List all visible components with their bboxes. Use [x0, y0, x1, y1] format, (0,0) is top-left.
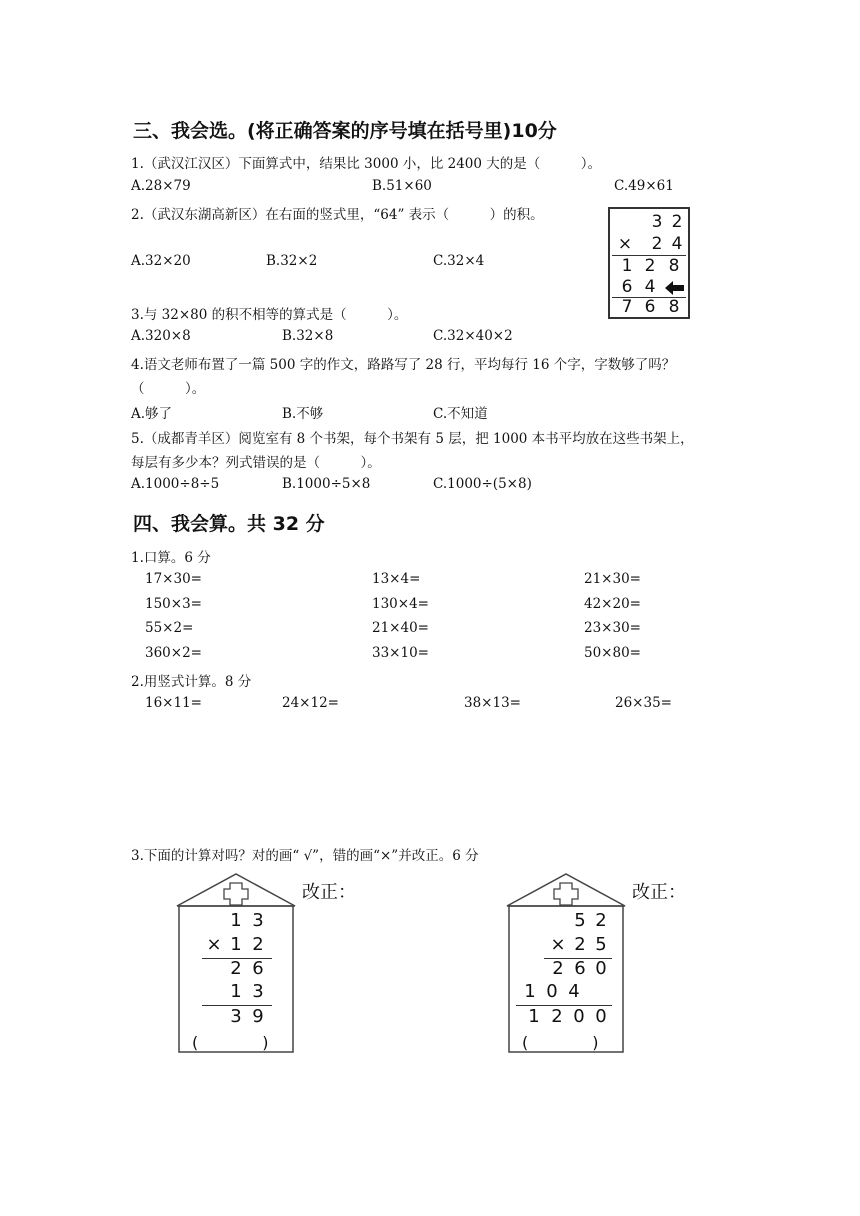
digit: 4 — [644, 277, 656, 297]
digit: 6 — [574, 958, 586, 979]
question-5-line1: 5.（成都青羊区）阅览室有 8 个书架，每个书架有 5 层，把 1000 本书平均放在这些书架上， — [131, 431, 694, 447]
arrow-left-icon — [665, 281, 685, 295]
digit: 0 — [546, 981, 558, 1002]
mental-calc-item: 21×40= — [372, 620, 429, 636]
part-1-title: 1.口算。6 分 — [131, 550, 211, 566]
digit: 2 — [552, 958, 564, 979]
answer-paren: ( ) — [192, 1033, 269, 1052]
q2-option-b: B.32×2 — [266, 253, 318, 269]
vertical-calc-item: 38×13= — [464, 695, 521, 711]
q1-option-c: C.49×61 — [614, 178, 674, 194]
digit: 3 — [230, 1006, 242, 1027]
cross-icon — [554, 883, 578, 905]
digit: 8 — [668, 297, 680, 317]
digit: 6 — [252, 958, 264, 979]
q5-option-b: B.1000÷5×8 — [282, 476, 371, 492]
q5-option-c: C.1000÷(5×8) — [433, 476, 532, 492]
mental-calc-item: 130×4= — [372, 596, 429, 612]
mental-calc-item: 21×30= — [584, 571, 641, 587]
vertical-calc-item: 16×11= — [145, 695, 202, 711]
mental-calc-item: 42×20= — [584, 596, 641, 612]
digit: 2 — [230, 958, 242, 979]
q3-option-c: C.32×40×2 — [433, 328, 513, 344]
mental-calc-item: 150×3= — [145, 596, 202, 612]
digit: 2 — [574, 934, 586, 955]
q3-option-b: B.32×8 — [282, 328, 334, 344]
section-title-3: 三、我会选。(将正确答案的序号填在括号里)10分 — [133, 120, 557, 142]
q5-option-a: A.1000÷8÷5 — [131, 476, 220, 492]
digit: 6 — [644, 297, 656, 317]
digit: 5 — [595, 934, 607, 955]
digit: 1 — [230, 934, 242, 955]
digit: 0 — [595, 958, 607, 979]
mental-calc-item: 50×80= — [584, 645, 641, 661]
correction-label-1: 改正： — [302, 882, 356, 903]
mental-calc-item: 13×4= — [372, 571, 421, 587]
digit: 1 — [230, 981, 242, 1002]
mental-calc-item: 33×10= — [372, 645, 429, 661]
digit: 3 — [252, 910, 264, 931]
question-5-line2: 每层有多少本？列式错误的是（ ）。 — [131, 455, 381, 471]
digit: 2 — [595, 910, 607, 931]
multiply-sign: × — [617, 234, 633, 254]
digit: 0 — [595, 1006, 607, 1027]
section-title-4: 四、我会算。共 32 分 — [133, 513, 325, 535]
q4-option-a: A.够了 — [131, 406, 173, 422]
mental-calc-item: 55×2= — [145, 620, 194, 636]
house-calc-2 — [506, 872, 626, 1054]
q4-answer-paren: （ ）。 — [131, 381, 206, 397]
vertical-multiplication-figure — [608, 207, 690, 319]
question-2: 2.（武汉东湖高新区）在右面的竖式里，“64” 表示（ ）的积。 — [131, 207, 544, 223]
part-3-title: 3.下面的计算对吗？对的画“ √”，错的画“×”并改正。6 分 — [131, 848, 479, 864]
digit: 9 — [252, 1006, 264, 1027]
q4-option-c: C.不知道 — [433, 406, 488, 422]
house-calc-1 — [176, 872, 296, 1054]
digit: 2 — [671, 212, 683, 232]
digit: 2 — [252, 934, 264, 955]
multiply-sign: × — [206, 934, 222, 955]
q2-option-a: A.32×20 — [131, 253, 191, 269]
digit: 7 — [621, 297, 633, 317]
mental-calc-item: 17×30= — [145, 571, 202, 587]
digit: 8 — [668, 256, 680, 276]
digit: 2 — [644, 256, 656, 276]
mental-calc-item: 23×30= — [584, 620, 641, 636]
question-3: 3.与 32×80 的积不相等的算式是（ ）。 — [131, 307, 408, 323]
digit: 1 — [230, 910, 242, 931]
digit: 3 — [252, 981, 264, 1002]
digit: 5 — [574, 910, 586, 931]
q2-option-c: C.32×4 — [433, 253, 485, 269]
q1-option-b: B.51×60 — [372, 178, 432, 194]
digit: 3 — [651, 212, 663, 232]
q4-option-b: B.不够 — [282, 406, 324, 422]
vertical-calc-item: 26×35= — [615, 695, 672, 711]
mental-calc-item: 360×2= — [145, 645, 202, 661]
digit: 1 — [524, 981, 536, 1002]
correction-label-2: 改正： — [632, 882, 686, 903]
multiply-sign: × — [550, 934, 566, 955]
q3-option-a: A.320×8 — [131, 328, 191, 344]
digit: 0 — [573, 1006, 585, 1027]
part-2-title: 2.用竖式计算。8 分 — [131, 674, 252, 690]
question-4: 4.语文老师布置了一篇 500 字的作文，路路写了 28 行，平均每行 16 个字，字数够了吗？ — [131, 357, 676, 373]
digit: 1 — [528, 1006, 540, 1027]
digit: 4 — [671, 234, 683, 254]
digit: 1 — [621, 256, 633, 276]
question-1: 1.（武汉江汉区）下面算式中，结果比 3000 小，比 2400 大的是（ ）。 — [131, 156, 602, 172]
q1-option-a: A.28×79 — [131, 178, 191, 194]
digit: 2 — [551, 1006, 563, 1027]
cross-icon — [224, 883, 248, 905]
vertical-calc-item: 24×12= — [282, 695, 339, 711]
answer-paren: ( ) — [522, 1033, 599, 1052]
digit: 2 — [651, 234, 663, 254]
digit: 6 — [621, 277, 633, 297]
digit: 4 — [568, 981, 580, 1002]
